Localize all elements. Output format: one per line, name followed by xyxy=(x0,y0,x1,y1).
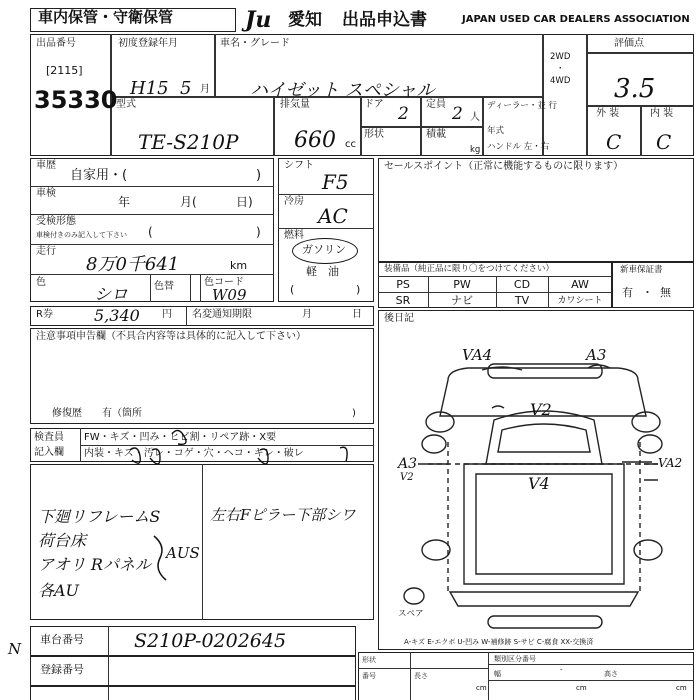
inspection-label: 車検 xyxy=(36,188,56,199)
sales-point-title: セールスポイント（正常に機能するものに限ります） xyxy=(384,161,624,172)
shape-label: 形状 xyxy=(364,129,384,140)
check-mark xyxy=(258,449,268,464)
warranty-dot: ・ xyxy=(642,286,653,299)
margin-mark: N xyxy=(8,640,22,658)
class-number-label: 類別区分番号 xyxy=(494,655,536,663)
diagram-label-v2: V2 xyxy=(530,400,552,419)
name-change-label: 名変通知期限 xyxy=(192,309,252,320)
4wd-label: 4WD xyxy=(550,76,571,86)
wd-dot: ・ xyxy=(556,64,565,74)
org-english-name: JAPAN USED CAR DEALERS ASSOCIATION xyxy=(462,14,690,25)
receipt-paren-open: ( xyxy=(148,225,153,239)
displacement-label: 排気量 xyxy=(280,99,310,110)
shift-value: F5 xyxy=(322,170,349,194)
width-cm: cm xyxy=(576,684,587,692)
model-grade-label: 車名・グレード xyxy=(220,38,290,49)
remark-right: 左右Fピラー下部シワ xyxy=(210,506,356,524)
lot-number: 35330 xyxy=(34,86,118,114)
size-row-shape: 形状 xyxy=(362,656,376,664)
equipment-title: 装備品（純正品に限り〇をつけてください） xyxy=(384,264,555,274)
year-type-label: 年式 xyxy=(487,126,505,136)
ac-value: AC xyxy=(318,204,348,228)
cc-unit: cc xyxy=(345,139,356,150)
rating-label: 評価点 xyxy=(614,38,644,49)
ac-label: 冷房 xyxy=(284,196,304,207)
receipt-paren-close: ) xyxy=(256,225,261,239)
2wd-label: 2WD xyxy=(550,52,571,62)
kg-unit: kg xyxy=(470,145,481,155)
color-code-label: 色コード xyxy=(204,277,244,288)
mileage-value: 8万0千641 xyxy=(86,254,180,275)
inspection-month: 月( xyxy=(180,195,197,209)
diagram-label-va4: VA4 xyxy=(462,346,493,364)
dealer-label: ディーラー・並 行 xyxy=(487,101,558,111)
model-code-value: TE-S210P xyxy=(138,130,239,154)
check-mark xyxy=(150,449,160,464)
remark-line-4: 各AU xyxy=(38,581,80,600)
fuel-paren-close: ) xyxy=(356,283,361,296)
fuel-label: 燃料 xyxy=(284,230,304,241)
exterior-label: 外 装 xyxy=(596,108,620,119)
sales-point-box xyxy=(378,158,694,262)
warranty-yes: 有 xyxy=(622,286,633,299)
yen-unit: 円 xyxy=(162,309,172,320)
chassis-label: 車台番号 xyxy=(40,633,84,646)
notes-title: 注意事項申告欄（不具合内容等は具体的に記入して下さい） xyxy=(36,331,306,342)
load-label: 積載 xyxy=(426,129,446,140)
warranty-label: 新車保証書 xyxy=(620,265,663,275)
ju-logo: Ju xyxy=(245,7,272,33)
org-local-name: 愛知 xyxy=(288,10,322,30)
entry-label: 記入欄 xyxy=(34,447,64,458)
diagram-label-v2-left: V2 xyxy=(400,472,414,483)
inspection-row1: FW・キズ・凹み・ヒビ割・リペア跡・X要 xyxy=(84,432,277,443)
equipment-item: PS xyxy=(396,278,410,291)
height-label: 高さ xyxy=(604,670,618,678)
check-mark xyxy=(130,448,140,463)
recycle-value: 5,340 xyxy=(94,306,140,325)
rating-value: 3.5 xyxy=(614,74,656,104)
remark-line-1: 下廻リフレームS xyxy=(38,507,161,526)
mileage-label: 走行 xyxy=(36,246,56,257)
inspector-label: 検査員 xyxy=(34,432,64,443)
spare-label: スペア xyxy=(398,609,424,619)
check-mark xyxy=(172,430,186,444)
diagram-label-a3-top: A3 xyxy=(586,346,607,364)
shift-label: シフト xyxy=(284,160,314,171)
remark-line-2: 荷台床 xyxy=(38,531,87,550)
displacement-value: 660 xyxy=(294,128,336,153)
repair-history: 修復歴 有（箇所 xyxy=(52,408,142,419)
capacity-value: 2 xyxy=(452,104,463,124)
gasoline-option: ガソリン xyxy=(302,243,346,256)
history-private: 自家用・( xyxy=(70,168,128,183)
chassis-number: S210P-0202645 xyxy=(134,630,287,652)
size-row-number: 番号 xyxy=(362,672,376,680)
history-paren-close: ) xyxy=(256,168,262,183)
model-code-label: 型式 xyxy=(116,99,136,110)
storage-tag: 車内保管・守衛保管 xyxy=(38,8,174,26)
reg-month-value: 5 xyxy=(180,78,192,99)
color-value: シロ xyxy=(94,285,128,305)
equipment-item: カワシート xyxy=(557,296,603,306)
warranty-no: 無 xyxy=(660,286,671,299)
diagram-label-a3-left: A3 xyxy=(398,456,418,472)
handle-label: ハンドル 左・右 xyxy=(487,142,550,152)
doors-value: 2 xyxy=(398,104,409,124)
color-code-value: W09 xyxy=(212,286,247,304)
remark-brace xyxy=(152,534,168,582)
repair-paren-close: ) xyxy=(352,408,356,419)
diagram-label-va2: VA2 xyxy=(658,456,683,470)
model-name-value: ハイゼット スペシャル xyxy=(250,80,435,101)
km-unit: km xyxy=(230,259,248,272)
receipt-label: 受検形態 xyxy=(36,216,76,227)
check-mark xyxy=(340,447,347,462)
back-panel-title: 後日記 xyxy=(384,313,414,324)
width-label: 幅 xyxy=(494,670,501,678)
class-dash: - xyxy=(560,666,563,674)
capacity-unit: 人 xyxy=(470,112,480,123)
bottom-strip xyxy=(30,686,356,700)
recycle-label: R券 xyxy=(36,309,53,320)
diesel-option: 軽 油 xyxy=(306,265,339,278)
history-label: 車歴 xyxy=(36,160,56,171)
equipment-item: SR xyxy=(395,294,411,307)
exterior-grade-value: C xyxy=(606,130,622,154)
damage-legend: A-キズ E-エクボ U-凹み W-補修跡 S-サビ C-腐食 XX-交換済 xyxy=(404,638,594,646)
equipment-item: CD xyxy=(513,278,531,291)
inspection-row2: 内装・キズ・汚レ・コゲ・穴・ヘコ・キレ・破レ xyxy=(84,448,304,459)
interior-label: 内 装 xyxy=(650,108,674,119)
inspection-day: 日) xyxy=(236,195,253,209)
name-change-day: 日 xyxy=(352,309,362,320)
remark-line-3: アオリ Rパネル xyxy=(38,555,151,574)
color-change-label: 色替 xyxy=(154,281,174,292)
reg-month-unit: 月 xyxy=(200,84,210,95)
length-label: 長さ xyxy=(414,672,428,680)
first-reg-label: 初度登録年月 xyxy=(118,38,178,49)
length-cm: cm xyxy=(476,684,487,692)
height-cm: cm xyxy=(676,684,687,692)
lot-no-label: 出品番号 xyxy=(36,38,76,49)
interior-grade-value: C xyxy=(656,130,672,154)
equipment-item: ナビ xyxy=(451,294,473,307)
form-title: 出品申込書 xyxy=(342,10,427,30)
fuel-paren-open: ( xyxy=(290,283,295,296)
name-change-month: 月 xyxy=(302,309,312,320)
equipment-item: TV xyxy=(514,294,530,307)
equipment-item: AW xyxy=(571,278,589,291)
inspection-checkmarks xyxy=(30,424,374,468)
inspection-year: 年 xyxy=(118,195,131,209)
capacity-label: 定員 xyxy=(426,99,446,110)
receipt-note: 車検付きのみ記入して下さい xyxy=(36,231,127,239)
equipment-item: PW xyxy=(453,278,471,291)
doors-label: ドア xyxy=(364,99,384,110)
registration-label: 登録番号 xyxy=(40,663,84,676)
sub-lot-number: [2115] xyxy=(46,64,83,77)
color-label: 色 xyxy=(36,277,46,288)
diagram-label-v4: V4 xyxy=(528,474,550,493)
reg-year-value: H15 xyxy=(130,78,169,99)
remark-line-3-suffix: AUS xyxy=(166,544,200,562)
gasoline-circle xyxy=(292,238,358,264)
